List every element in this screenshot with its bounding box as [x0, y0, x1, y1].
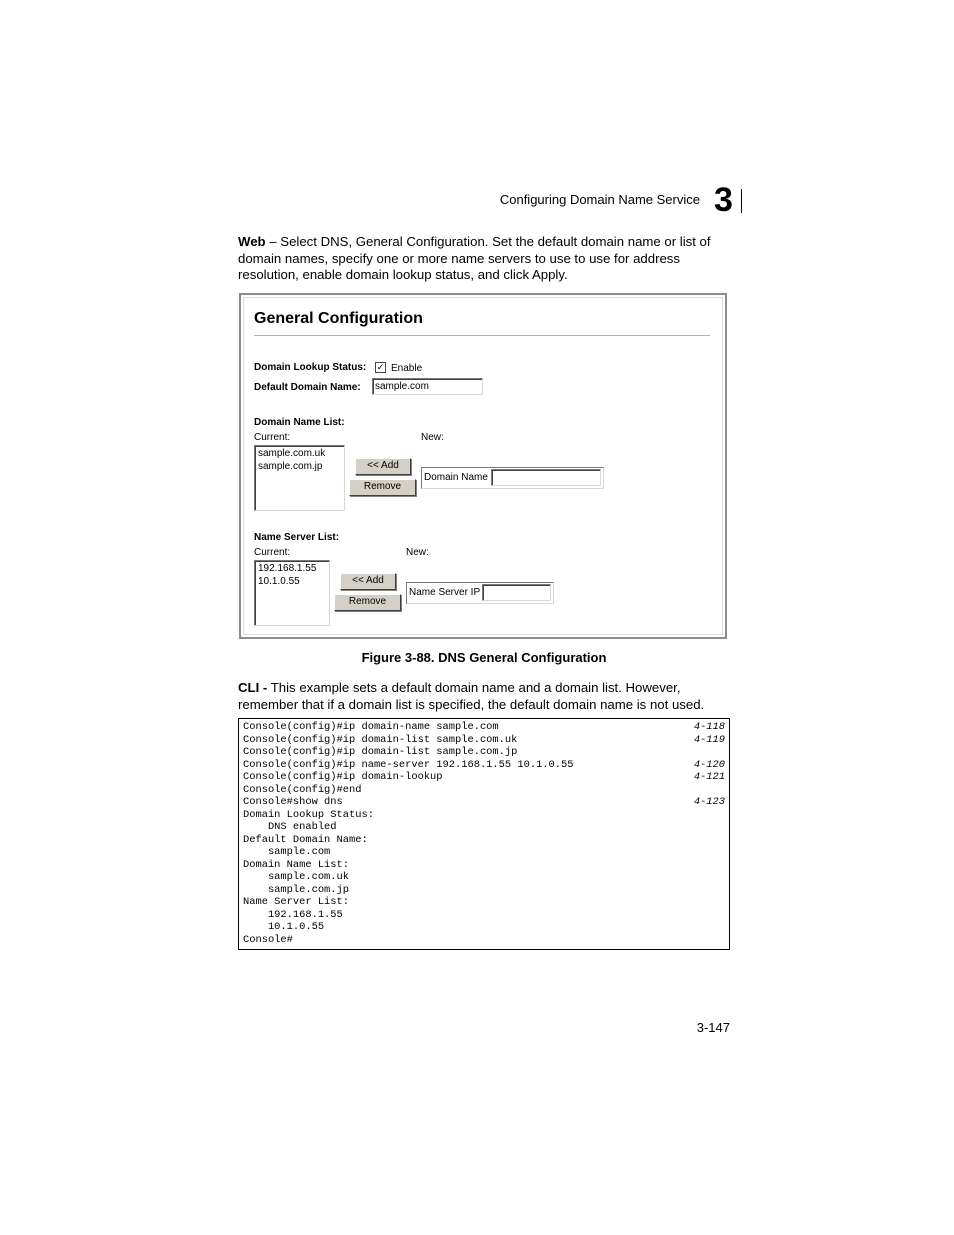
code-line: 10.1.0.55: [243, 921, 325, 933]
ns-ip-input[interactable]: [482, 584, 551, 601]
enable-checkbox[interactable]: ✓: [376, 362, 385, 372]
web-line-3: resolution, enable domain lookup status, and click Apply.: [238, 267, 568, 282]
code-line: Console(config)#ip domain-name sample.com: [243, 721, 499, 733]
code-ref: 4-119: [693, 733, 725, 746]
web-lead: Web: [238, 234, 266, 249]
domain-current-label: Current:: [254, 432, 291, 443]
code-line: 192.168.1.55: [243, 908, 343, 921]
code-line: sample.com: [243, 846, 331, 858]
code-ref: 4-123: [693, 796, 725, 808]
code-ref: 4-121: [693, 771, 725, 783]
code-line: Default Domain Name:: [243, 833, 368, 846]
page-number: 3-147: [696, 1020, 730, 1035]
list-item[interactable]: sample.com.uk: [258, 448, 326, 459]
code-line: Console(config)#ip domain-list sample.com.uk: [243, 733, 518, 746]
domain-add-button[interactable]: << Add: [355, 458, 411, 475]
cli-code-box: [238, 718, 730, 950]
list-item[interactable]: 10.1.0.55: [258, 575, 300, 587]
code-line: sample.com.uk: [243, 871, 350, 883]
web-paragraph: [238, 234, 738, 284]
panel-title: General Configuration: [254, 310, 423, 327]
code-line: DNS enabled: [243, 821, 337, 833]
ns-add-button[interactable]: << Add: [340, 573, 396, 590]
code-line: Domain Lookup Status:: [243, 808, 374, 821]
ns-field-label: Name Server IP: [409, 587, 481, 598]
code-ref: 4-118: [693, 721, 725, 733]
code-line: Console(config)#ip name-server 192.168.1.55 10.1.0.55: [243, 758, 574, 771]
cli-lead: CLI -: [238, 680, 268, 695]
code-line: sample.com.jp: [243, 883, 350, 896]
enable-label: Enable: [391, 363, 423, 374]
code-line: Domain Name List:: [243, 858, 350, 871]
general-configuration-panel: [239, 293, 727, 639]
ns-new-label: New:: [406, 547, 429, 558]
domain-name-field-label: Domain Name: [424, 472, 488, 483]
domain-lookup-label: Domain Lookup Status:: [254, 362, 367, 373]
default-domain-input[interactable]: sample.com: [372, 378, 483, 395]
list-item[interactable]: sample.com.jp: [258, 460, 323, 472]
web-line-1: – Select DNS, General Configuration. Set the default domain name or list of: [265, 234, 711, 249]
cli-line-2: remember that if a domain list is specified, the default domain name is not used.: [238, 696, 705, 712]
name-server-heading: Name Server List:: [254, 532, 340, 543]
domain-new-label: New:: [421, 432, 444, 443]
list-item[interactable]: 192.168.1.55: [258, 563, 317, 574]
title-rule: [254, 335, 710, 336]
domain-remove-button[interactable]: Remove: [349, 479, 416, 496]
running-title: Configuring Domain Name Service: [499, 192, 700, 207]
cli-paragraph: [238, 680, 738, 713]
chapter-number: 3: [714, 181, 733, 219]
default-domain-label: Default Domain Name:: [254, 382, 361, 393]
domain-list-heading: Domain Name List:: [254, 417, 345, 428]
figure-caption: Figure 3-88. DNS General Configuration: [361, 650, 607, 665]
domain-name-input[interactable]: [491, 469, 601, 486]
code-line: Console#show dns: [243, 796, 343, 808]
name-server-list-box[interactable]: [254, 560, 330, 626]
domain-list-box[interactable]: [254, 445, 345, 511]
code-ref: 4-120: [693, 758, 725, 771]
panel-inner: [243, 297, 723, 635]
ns-current-label: Current:: [254, 547, 291, 558]
ns-field-group: [406, 582, 554, 604]
web-line-2: domain names, specify one or more name servers to use to use for address: [238, 250, 680, 266]
code-line: Console(config)#end: [243, 783, 362, 796]
domain-name-field-group: [421, 467, 604, 489]
code-line: Name Server List:: [243, 896, 350, 908]
code-line: Console(config)#ip domain-list sample.com.jp: [243, 746, 518, 758]
ns-remove-button[interactable]: Remove: [334, 594, 401, 611]
chapter-rule: [741, 189, 742, 213]
code-line: Console#: [243, 933, 293, 946]
code-line: Console(config)#ip domain-lookup: [243, 771, 443, 783]
cli-line-1: This example sets a default domain name and a domain list. However,: [267, 680, 681, 695]
